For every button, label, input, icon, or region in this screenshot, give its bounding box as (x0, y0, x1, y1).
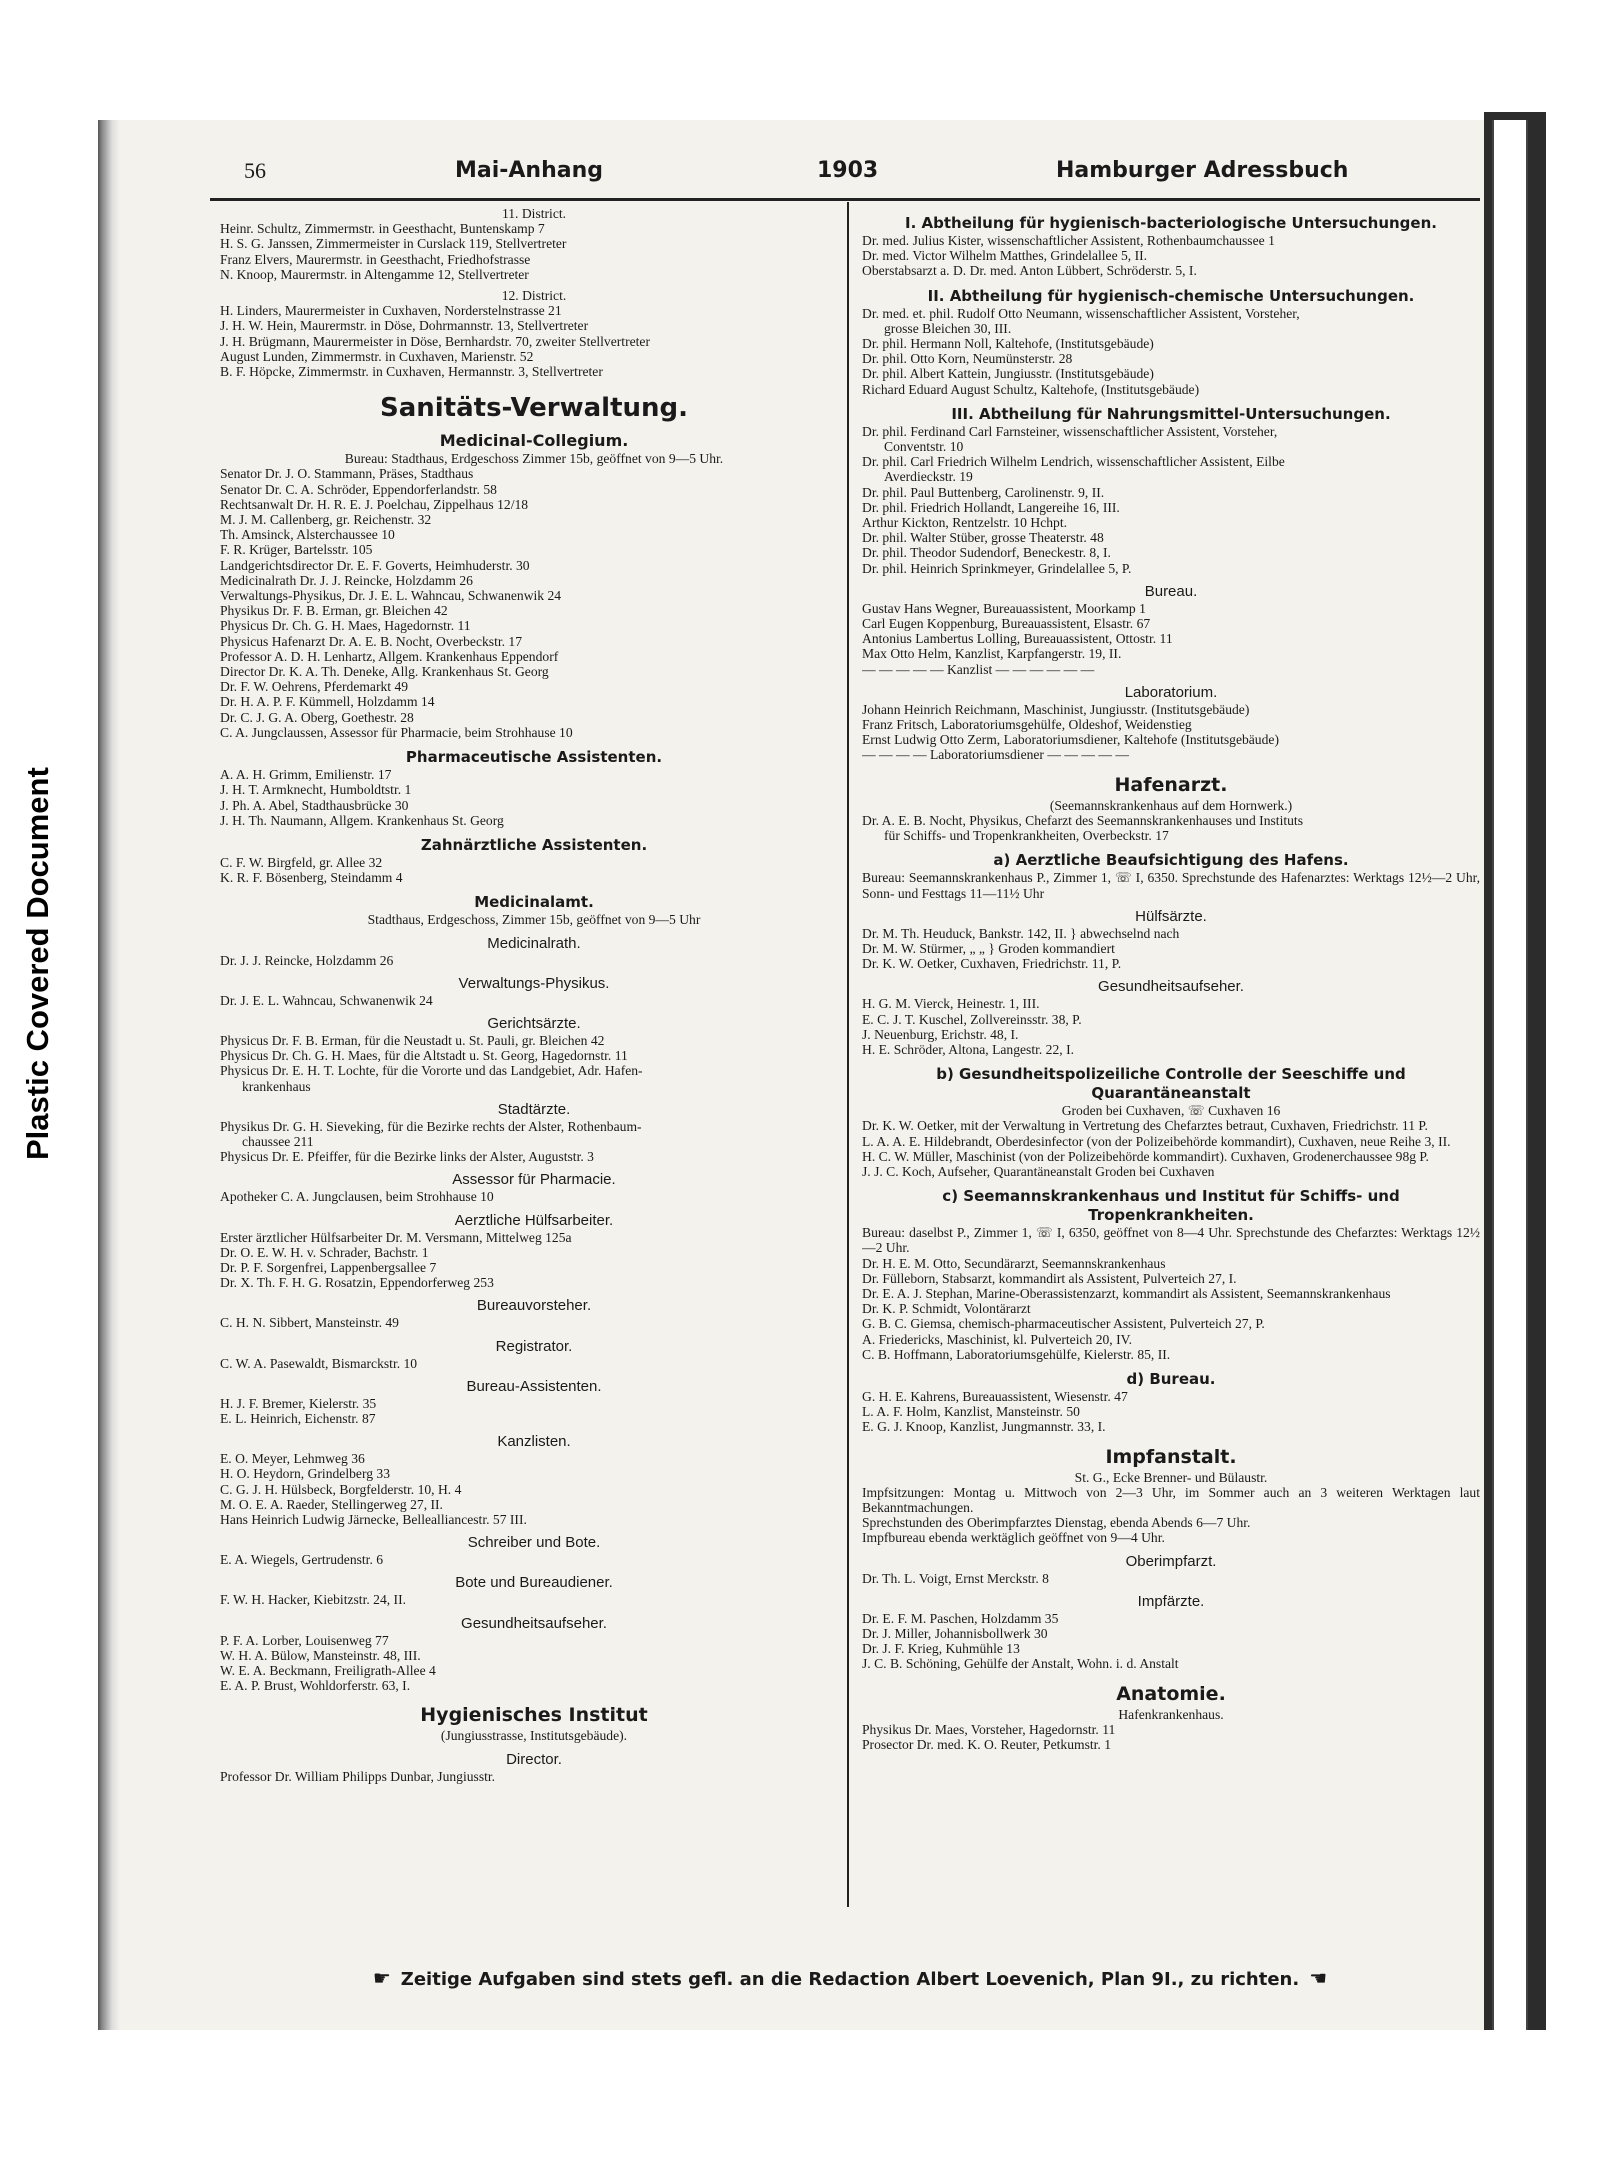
entry-line: Heinr. Schultz, Zimmermstr. in Geesthacht, Buntenskamp 7 (220, 221, 545, 237)
entry-line: Verwaltungs-Physikus, Dr. J. E. L. Wahncau, Schwanenwik 24 (220, 588, 562, 604)
entry-line: C. A. Jungclaussen, Assessor für Pharmacie, beim Strohhause 10 (220, 724, 573, 740)
entry-line: Th. Amsinck, Alsterchaussee 10 (220, 527, 395, 543)
centered-line: 11. District. (501, 206, 567, 221)
entry-line: Dr. A. E. B. Nocht, Physikus, Chefarzt des Seemannskrankenhauses und Instituts (862, 812, 1303, 828)
header-right: Hamburger Adressbuch (1056, 158, 1349, 183)
centered-line: (Jungiusstrasse, Institutsgebäude). (440, 1728, 628, 1744)
continuation-line: Averdieckstr. 19 (884, 469, 973, 485)
entry-line: B. F. Höpcke, Zimmermstr. in Cuxhaven, Hermannstr. 3, Stellvertreter (220, 364, 603, 380)
institution-heading: Anatomie. (1116, 1682, 1226, 1705)
header-year: 1903 (817, 158, 879, 183)
entry-line: J. Ph. A. Abel, Stadthausbrücke 30 (220, 797, 409, 813)
entry-line: L. A. F. Holm, Kanzlist, Mansteinstr. 50 (862, 1404, 1080, 1420)
entry-line: Carl Eugen Koppenburg, Bureauassistent, Elsastr. 67 (862, 616, 1151, 632)
entry-line: E. O. Meyer, Lehmweg 36 (220, 1451, 365, 1467)
entry-line: Dr. phil. Heinrich Sprinkmeyer, Grindelallee 5, P. (862, 560, 1132, 576)
category-heading: Medicinalrath. (487, 934, 581, 952)
entry-line: E. L. Heinrich, Eichenstr. 87 (220, 1410, 376, 1426)
entry-line: Dr. J. E. L. Wahncau, Schwanenwik 24 (220, 992, 433, 1008)
entry-line: W. H. A. Bülow, Mansteinstr. 48, III. (220, 1647, 421, 1663)
entry-line: Erster ärztlicher Hülfsarbeiter Dr. M. Versmann, Mittelweg 125a (220, 1229, 572, 1245)
entry-line: H. E. Schröder, Altona, Langestr. 22, I. (862, 1041, 1075, 1057)
paragraph: Bureau: daselbst P., Zimmer 1, ☏ I, 6350, geöffnet von 8—4 Uhr. Sprechstunde des Chefarztes: Werktags 12½—2 Uhr. (862, 1225, 1480, 1256)
entry-line: Dr. phil. Carl Friedrich Wilhelm Lendrich, wissenschaftlicher Assistent, Eilbe (862, 454, 1285, 470)
centered-line: 12. District. (501, 288, 567, 304)
page-binding-edge (98, 120, 120, 2030)
institution-heading: Hafenarzt. (1114, 773, 1228, 796)
subsection-heading: b) Gesundheitspolizeiliche Controlle der Seeschiffe und (936, 1065, 1406, 1084)
category-heading: Kanzlisten. (497, 1433, 571, 1451)
entry-line: Dr. K. P. Schmidt, Volontärarzt (862, 1301, 1031, 1317)
entry-line: Physicus Dr. Ch. G. H. Maes, für die Altstadt u. St. Georg, Hagedornstr. 11 (220, 1048, 628, 1064)
entry-line: E. G. J. Knoop, Kanzlist, Jungmannstr. 33, I. (862, 1419, 1106, 1435)
subsection-heading: d) Bureau. (1126, 1369, 1216, 1388)
subsection-heading: Quarantäneanstalt (1091, 1084, 1251, 1103)
entry-line: Dr. E. F. M. Paschen, Holzdamm 35 (862, 1610, 1059, 1626)
entry-line: Dr. med. et. phil. Rudolf Otto Neumann, wissenschaftlicher Assistent, Vorsteher, (862, 305, 1300, 321)
subsection-heading: II. Abtheilung für hygienisch-chemische Untersuchungen. (927, 286, 1415, 305)
institution-heading: Impfanstalt. (1105, 1445, 1237, 1468)
category-heading: Gerichtsärzte. (487, 1014, 581, 1032)
paragraph: H. C. W. Müller, Maschinist (von der Polizeibehörde kommandirt). Cuxhaven, Grodenerchaussee 98g P. (862, 1148, 1429, 1164)
pointing-hand-icon: ☛ (372, 1966, 391, 1990)
subsection-heading: Tropenkrankheiten. (1088, 1206, 1254, 1225)
entry-line: J. J. C. Koch, Aufseher, Quarantäneanstalt Groden bei Cuxhaven (862, 1163, 1215, 1179)
subsection-heading: c) Seemannskrankenhaus und Institut für Schiffs- und (942, 1187, 1400, 1206)
entry-line: Impfbureau ebenda werktäglich geöffnet von 9—4 Uhr. (862, 1530, 1165, 1546)
entry-line: Dr. P. F. Sorgenfrei, Lappenbergsallee 7 (220, 1259, 437, 1275)
centered-line: Groden bei Cuxhaven, ☏ Cuxhaven 16 (1061, 1103, 1281, 1119)
entry-line: Physikus Dr. G. H. Sieveking, für die Bezirke rechts der Alster, Rothenbaum- (220, 1118, 642, 1134)
entry-line: J. Neuenburg, Erichstr. 48, I. (862, 1026, 1019, 1042)
entry-line: Johann Heinrich Reichmann, Maschinist, Jungiusstr. (Institutsgebäude) (862, 701, 1250, 717)
entry-line: H. G. M. Vierck, Heinestr. 1, III. (862, 996, 1040, 1012)
entry-line: P. F. A. Lorber, Louisenweg 77 (220, 1632, 389, 1648)
page-number: 56 (244, 158, 266, 183)
entry-line: Dr. O. E. W. H. v. Schrader, Bachstr. 1 (220, 1244, 429, 1260)
entry-line: Dr. H. A. P. F. Kümmell, Holzdamm 14 (220, 694, 435, 710)
entry-line: Dr. F. W. Oehrens, Pferdemarkt 49 (220, 679, 409, 695)
header-rule (210, 198, 1480, 201)
entry-line: Dr. phil. Theodor Sudendorf, Beneckestr. 8, I. (862, 545, 1111, 561)
section-title: Sanitäts-Verwaltung. (379, 393, 689, 424)
continuation-line: Conventstr. 10 (884, 439, 964, 455)
category-heading: Bureauvorsteher. (476, 1297, 592, 1315)
continuation-line: für Schiffs- und Tropenkrankheiten, Overbeckstr. 17 (884, 828, 1169, 844)
entry-line: K. R. F. Bösenberg, Steindamm 4 (220, 870, 403, 886)
entry-line: C. W. A. Pasewaldt, Bismarckstr. 10 (220, 1355, 418, 1371)
entry-line: Dr. C. J. G. A. Oberg, Goethestr. 28 (220, 709, 414, 725)
continuation-line: krankenhaus (242, 1078, 311, 1094)
paragraph: Dr. K. W. Oetker, mit der Verwaltung in Vertretung des Chefarztes betraut, Cuxhaven, Friedrichstr. 11 P. (862, 1118, 1428, 1134)
entry-line: Dr. J. F. Krieg, Kuhmühle 13 (862, 1641, 1020, 1657)
entry-line: Oberstabsarzt a. D. Dr. med. Anton Lübbert, Schröderstr. 5, I. (862, 263, 1197, 279)
subsection-heading: Zahnärztliche Assistenten. (420, 835, 648, 854)
entry-line: Ernst Ludwig Otto Zerm, Laboratoriumsdiener, Kaltehofe (Institutsgebäude) (862, 732, 1279, 748)
subsection-heading: III. Abtheilung für Nahrungsmittel-Untersuchungen. (951, 404, 1391, 423)
entry-line: H. J. F. Bremer, Kielerstr. 35 (220, 1395, 377, 1411)
centered-line: Bureau: Stadthaus, Erdgeschoss Zimmer 15b, geöffnet von 9—5 Uhr. (344, 451, 724, 467)
entry-line: Rechtsanwalt Dr. H. R. E. J. Poelchau, Zippelhaus 12/18 (220, 496, 529, 512)
entry-line: Hans Heinrich Ludwig Järnecke, Bellealliancestr. 57 III. (220, 1511, 527, 1527)
entry-line: Dr. phil. Albert Kattein, Jungiusstr. (Institutsgebäude) (862, 366, 1154, 382)
entry-line: Dr. phil. Hermann Noll, Kaltehofe, (Institutsgebäude) (862, 336, 1154, 352)
entry-line: Physicus Dr. Ch. G. H. Maes, Hagedornstr. 11 (220, 618, 471, 634)
institution-heading: Hygienisches Institut (420, 1704, 648, 1727)
entry-line: Landgerichtsdirector Dr. E. F. Goverts, Heimhuderstr. 30 (220, 557, 530, 573)
entry-line: Dr. phil. Friedrich Hollandt, Langereihe 16, III. (862, 499, 1120, 515)
category-heading: Bureau. (1144, 582, 1198, 600)
paragraph: Impfsitzungen: Montag u. Mittwoch von 2—3 Uhr, im Sommer auch an 3 weiteren Werktagen laut Bekanntmachungen. (862, 1484, 1480, 1515)
entry-line: Professor Dr. William Philipps Dunbar, Jungiusstr. (220, 1768, 496, 1784)
entry-line: G. B. C. Giemsa, chemisch-pharmaceutischer Assistent, Pulverteich 27, P. (862, 1316, 1265, 1332)
entry-line: Dr. K. W. Oetker, Cuxhaven, Friedrichstr. 11, P. (862, 956, 1122, 972)
entry-line: J. H. Th. Naumann, Allgem. Krankenhaus St. Georg (220, 812, 504, 828)
entry-line: Physikus Dr. F. B. Erman, gr. Bleichen 42 (220, 603, 448, 619)
entry-line: Dr. phil. Otto Korn, Neumünsterstr. 28 (862, 351, 1073, 367)
header-left: Mai-Anhang (455, 158, 604, 183)
entry-line: E. A. P. Brust, Wohldorferstr. 63, I. (220, 1678, 411, 1694)
footer-text: Zeitige Aufgaben sind stets gefl. an die Redaction Albert Loevenich, Plan 9I., zu richten. (400, 1969, 1300, 1990)
column-divider (847, 202, 849, 1907)
continuation-line: chaussee 211 (242, 1133, 314, 1149)
entry-line: J. H. T. Armknecht, Humboldtstr. 1 (220, 782, 412, 798)
category-heading: Impfärzte. (1137, 1592, 1205, 1610)
entry-line: Dr. phil. Ferdinand Carl Farnsteiner, wissenschaftlicher Assistent, Vorsteher, (862, 423, 1278, 439)
category-heading: Bote und Bureaudiener. (455, 1574, 613, 1592)
category-heading: Assessor für Pharmacie. (452, 1171, 616, 1189)
entry-line: H. S. G. Janssen, Zimmermeister in Curslack 119, Stellvertreter (220, 236, 567, 252)
entry-line: A. A. H. Grimm, Emilienstr. 17 (220, 767, 392, 783)
category-heading: Oberimpfarzt. (1125, 1552, 1217, 1570)
entry-line: C. B. Hoffmann, Laboratoriumsgehülfe, Kielerstr. 85, II. (862, 1346, 1171, 1362)
entry-line: Physicus Hafenarzt Dr. A. E. B. Nocht, Overbeckstr. 17 (220, 633, 523, 649)
entry-line: Physikus Dr. Maes, Vorsteher, Hagedornstr. 11 (862, 1721, 1116, 1737)
section-subtitle: Medicinal-Collegium. (439, 431, 629, 451)
category-heading: Schreiber und Bote. (467, 1534, 601, 1552)
entry-line: Physicus Dr. E. Pfeiffer, für die Bezirke links der Alster, Auguststr. 3 (220, 1149, 594, 1165)
entry-line: M. O. E. A. Raeder, Stellingerweg 27, II. (220, 1496, 443, 1512)
entry-line: Senator Dr. C. A. Schröder, Eppendorferlandstr. 58 (220, 481, 497, 497)
entry-line: Physicus Dr. E. H. T. Lochte, für die Vororte und das Landgebiet, Adr. Hafen- (220, 1063, 643, 1079)
entry-line: Dr. med. Julius Kister, wissenschaftlicher Assistent, Rothenbaumchaussee 1 (862, 233, 1275, 248)
entry-line: J. H. W. Hein, Maurermstr. in Döse, Dohrmannstr. 13, Stellvertreter (220, 318, 589, 334)
entry-line: Dr. M. Th. Heuduck, Bankstr. 142, II. } abwechselnd nach (862, 925, 1180, 941)
paragraph: Bureau: Seemannskrankenhaus P., Zimmer 1, ☏ I, 6350. Sprechstunde des Hafenarztes: Werktags 12½—2 Uhr, Sonn- und Festtags 11—11½ Uhr (862, 870, 1480, 901)
entry-line: C. G. J. H. Hülsbeck, Borgfelderstr. 10, H. 4 (220, 1481, 462, 1497)
centered-line: Hafenkrankenhaus. (1118, 1706, 1224, 1722)
page-edge-light (1492, 120, 1528, 2030)
subsection-heading: I. Abtheilung für hygienisch-bacteriologische Untersuchungen. (905, 214, 1437, 232)
entry-line: — — — — Laboratoriumsdiener — — — — — (862, 747, 1129, 763)
entry-line: Dr. J. Miller, Johannisbollwerk 30 (862, 1626, 1048, 1641)
entry-line: C. H. N. Sibbert, Mansteinstr. 49 (220, 1315, 399, 1331)
entry-line: Prosector Dr. med. K. O. Reuter, Petkumstr. 1 (862, 1737, 1112, 1753)
entry-line: M. J. M. Callenberg, gr. Reichenstr. 32 (220, 512, 432, 528)
paragraph: L. A. A. E. Hildebrandt, Oberdesinfector (von der Polizeibehörde kommandirt), Cuxhaven, neue Reihe 3, II. (862, 1133, 1451, 1149)
entry-line: Dr. Fülleborn, Stabsarzt, kommandirt als Assistent, Pulverteich 27, I. (862, 1270, 1237, 1286)
entry-line: F. W. H. Hacker, Kiebitzstr. 24, II. (220, 1592, 407, 1608)
pointing-hand-left-icon: ☚ (1309, 1966, 1328, 1990)
category-heading: Bureau-Assistenten. (466, 1377, 602, 1395)
entry-line: Director Dr. K. A. Th. Deneke, Allg. Krankenhaus St. Georg (220, 664, 549, 680)
right-column (862, 206, 1480, 1752)
entry-line: Arthur Kickton, Rentzelstr. 10 Hchpt. (862, 515, 1068, 531)
entry-line: August Lunden, Zimmermstr. in Cuxhaven, Marienstr. 52 (220, 348, 534, 364)
category-heading: Gesundheitsaufseher. (461, 1614, 607, 1632)
entry-line: H. Linders, Maurermeister in Cuxhaven, Norderstelnstrasse 21 (220, 303, 562, 319)
entry-line: J. H. Brügmann, Maurermeister in Döse, Bernhardstr. 70, zweiter Stellvertreter (220, 333, 650, 349)
entry-line: Gustav Hans Wegner, Bureauassistent, Moorkamp 1 (862, 600, 1146, 616)
centered-line: (Seemannskrankenhaus auf dem Hornwerk.) (1049, 797, 1293, 813)
entry-line: Antonius Lambertus Lolling, Bureauassistent, Ottostr. 11 (862, 631, 1173, 647)
entry-line: Richard Eduard August Schultz, Kaltehofe, (Institutsgebäude) (862, 381, 1200, 397)
left-column (220, 206, 848, 1784)
entry-line: Dr. H. E. M. Otto, Secundärarzt, Seemannskrankenhaus (862, 1255, 1166, 1271)
entry-line: A. Friedericks, Maschinist, kl. Pulverteich 20, IV. (862, 1331, 1133, 1347)
subsection-heading: a) Aerztliche Beaufsichtigung des Hafens. (993, 851, 1349, 870)
entry-line: Dr. M. W. Stürmer, „ „ } Groden kommandiert (862, 940, 1115, 956)
entry-line: Professor A. D. H. Lenhartz, Allgem. Krankenhaus Eppendorf (220, 648, 559, 664)
entry-line: — — — — — Kanzlist — — — — — — (862, 661, 1095, 677)
entry-line: E. C. J. T. Kuschel, Zollvereinsstr. 38, P. (862, 1011, 1082, 1027)
centered-line: Stadthaus, Erdgeschoss, Zimmer 15b, geöffnet von 9—5 Uhr (367, 912, 701, 928)
category-heading: Laboratorium. (1124, 683, 1218, 701)
entry-line: H. O. Heydorn, Grindelberg 33 (220, 1466, 391, 1482)
page-header (210, 158, 1480, 194)
entry-line: G. H. E. Kahrens, Bureauassistent, Wiesenstr. 47 (862, 1388, 1128, 1404)
entry-line: Franz Elvers, Maurermstr. in Geesthacht, Friedhofstrasse (220, 251, 531, 267)
category-heading: Hülfsärzte. (1135, 907, 1207, 925)
entry-line: Apotheker C. A. Jungclausen, beim Strohhause 10 (220, 1189, 494, 1205)
document-page (210, 150, 1480, 2020)
entry-line: W. E. A. Beckmann, Freiligrath-Allee 4 (220, 1663, 436, 1678)
category-heading: Registrator. (495, 1337, 573, 1355)
entry-line: F. R. Krüger, Bartelsstr. 105 (220, 542, 373, 558)
entry-line: Senator Dr. J. O. Stammann, Präses, Stadthaus (220, 466, 474, 482)
entry-line: J. C. B. Schöning, Gehülfe der Anstalt, Wohn. i. d. Anstalt (862, 1656, 1179, 1672)
entry-line: Sprechstunden des Oberimpfarztes Dienstag, ebenda Abends 6—7 Uhr. (862, 1515, 1251, 1531)
footer-notice (300, 1962, 1400, 1994)
entry-line: C. F. W. Birgfeld, gr. Allee 32 (220, 854, 383, 870)
entry-line: Dr. X. Th. F. H. G. Rosatzin, Eppendorferweg 253 (220, 1275, 494, 1291)
category-heading: Aerztliche Hülfsarbeiter. (454, 1211, 614, 1229)
entry-line: Franz Fritsch, Laboratoriumsgehülfe, Oldeshof, Weidenstieg (862, 717, 1192, 733)
category-heading: Verwaltungs-Physikus. (458, 974, 610, 992)
entry-line: Dr. phil. Walter Stüber, grosse Theaterstr. 48 (862, 530, 1104, 546)
entry-line: Dr. med. Victor Wilhelm Matthes, Grindelallee 5, II. (862, 248, 1148, 264)
centered-line: St. G., Ecke Brenner- und Bülaustr. (1074, 1469, 1268, 1485)
subsection-heading: Medicinalamt. (474, 893, 594, 912)
entry-line: Medicinalrath Dr. J. J. Reincke, Holzdamm 26 (220, 572, 473, 588)
paragraph: Dr. E. A. J. Stephan, Marine-Oberassistenzarzt, kommandirt als Assistent, Seemannskrankenhaus (862, 1285, 1391, 1301)
continuation-line: grosse Bleichen 30, III. (884, 320, 1012, 336)
category-heading: Stadtärzte. (497, 1100, 571, 1118)
category-heading: Gesundheitsaufseher. (1098, 978, 1244, 996)
category-heading: Director. (506, 1750, 562, 1768)
entry-line: E. A. Wiegels, Gertrudenstr. 6 (220, 1552, 384, 1568)
entry-line: Physicus Dr. F. B. Erman, für die Neustadt u. St. Pauli, gr. Bleichen 42 (220, 1032, 605, 1048)
entry-line: Dr. phil. Paul Buttenberg, Carolinenstr. 9, II. (862, 484, 1105, 500)
entry-line: N. Knoop, Maurermstr. in Altengamme 12, Stellvertreter (220, 266, 529, 282)
entry-line: Dr. J. J. Reincke, Holzdamm 26 (220, 952, 394, 968)
entry-line: Dr. Th. L. Voigt, Ernst Merckstr. 8 (862, 1570, 1049, 1586)
subsection-heading: Pharmaceutische Assistenten. (405, 748, 663, 767)
entry-line: Max Otto Helm, Kanzlist, Karpfangerstr. 19, II. (862, 646, 1122, 662)
